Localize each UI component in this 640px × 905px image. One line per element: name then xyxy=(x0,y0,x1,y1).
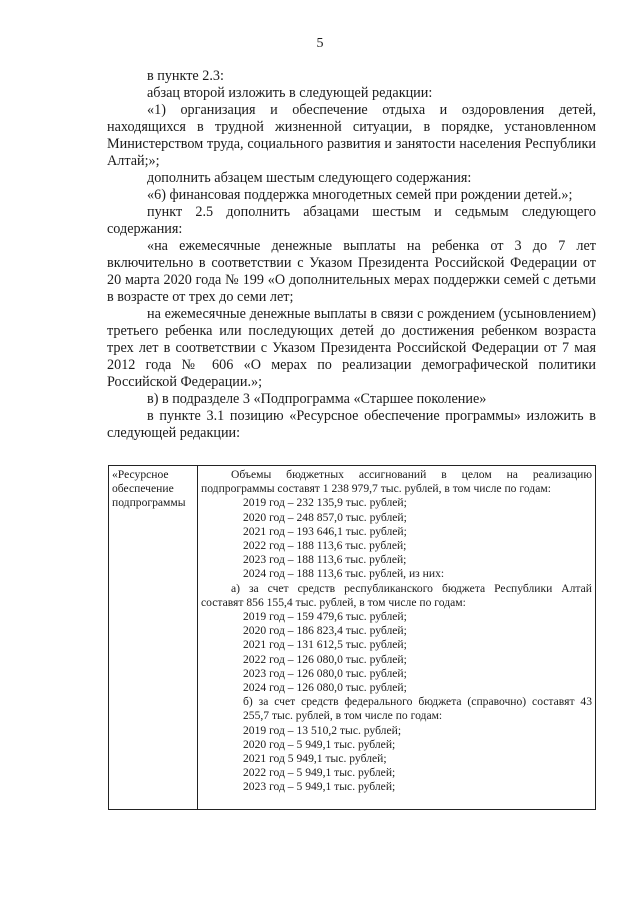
table-row xyxy=(109,466,596,810)
federal-year-line: 2021 год 5 949,1 тыс. рублей; xyxy=(243,752,387,766)
total-year-line: 2022 год – 188 113,6 тыс. рублей; xyxy=(243,539,407,553)
federal-year-line: 2023 год – 5 949,1 тыс. рублей; xyxy=(243,780,396,794)
total-year-line: 2020 год – 248 857,0 тыс. рублей; xyxy=(243,510,407,524)
paragraph: в) в подразделе 3 «Подпрограмма «Старшее поколение» xyxy=(147,391,487,407)
paragraph: в пункте 3.1 позицию «Ресурсное обеспечение программы» изложить в следующей редакции: xyxy=(107,408,596,441)
republic-year-line: 2023 год – 126 080,0 тыс. рублей; xyxy=(243,666,407,680)
page-number: 5 xyxy=(316,36,324,51)
federal-budget-intro: б) за счет средств федерального бюджета (справочно) составят 43 255,7 тыс. рублей, в том числе по годам: xyxy=(243,695,592,723)
paragraph: дополнить абзацем шестым следующего содержания: xyxy=(147,170,472,186)
total-year-line: 2024 год – 188 113,6 тыс. рублей, из них: xyxy=(243,567,445,581)
paragraph: в пункте 2.3: xyxy=(147,68,224,84)
republic-year-line: 2020 год – 186 823,4 тыс. рублей; xyxy=(243,624,407,638)
total-year-line: 2021 год – 193 646,1 тыс. рублей; xyxy=(243,524,407,538)
paragraph: «1) организация и обеспечение отдыха и оздоровления детей, находящихся в трудной жизненной ситуации, в порядке, установленном Министерством труда, социального развития и занятости населения Республики Алтай;»; xyxy=(107,102,596,169)
republic-year-line: 2022 год – 126 080,0 тыс. рублей; xyxy=(243,652,407,666)
republic-year-line: 2024 год – 126 080,0 тыс. рублей; xyxy=(243,681,407,695)
paragraph: на ежемесячные денежные выплаты в связи с рождением (усыновлением) третьего ребенка или последующих детей до достижения ребенком возраста трех лет в соответствии с Указом Президента Российской Федерации от 7 мая 2012 года № 606 «О мерах по реализации демографической политики Российской Федерации.»; xyxy=(107,306,596,390)
republic-year-line: 2019 год – 159 479,6 тыс. рублей; xyxy=(243,610,407,624)
paragraph: «на ежемесячные денежные выплаты на ребенка от 3 до 7 лет включительно в соответствии с Указом Президента Российской Федерации от 20 марта 2020 года № 199 «О дополнительных мерах поддержки семей с детьми в возрасте от трех до семи лет; xyxy=(107,238,596,305)
paragraph: абзац второй изложить в следующей редакции: xyxy=(147,85,433,101)
federal-year-line: 2020 год – 5 949,1 тыс. рублей; xyxy=(243,737,396,751)
resource-table xyxy=(108,465,596,810)
table-content-cell xyxy=(198,466,596,810)
document-body xyxy=(107,68,596,442)
republic-budget-intro: а) за счет средств республиканского бюджета Республики Алтай составят 856 155,4 тыс. рублей, в том числе по годам: xyxy=(201,581,592,609)
federal-year-line: 2022 год – 5 949,1 тыс. рублей; xyxy=(243,766,396,780)
total-year-line: 2023 год – 188 113,6 тыс. рублей; xyxy=(243,553,407,567)
republic-year-line: 2021 год – 131 612,5 тыс. рублей; xyxy=(243,638,407,652)
total-year-line: 2019 год – 232 135,9 тыс. рублей; xyxy=(243,496,407,510)
paragraph: пункт 2.5 дополнить абзацами шестым и седьмым следующего содержания: xyxy=(107,204,596,237)
funding-intro: Объемы бюджетных ассигнований в целом на реализацию подпрограммы составят 1 238 979,7 тыс. рублей, в том числе по годам: xyxy=(201,468,592,496)
federal-year-line: 2019 год – 13 510,2 тыс. рублей; xyxy=(243,723,402,737)
paragraph: «6) финансовая поддержка многодетных семей при рождении детей.»; xyxy=(147,187,573,203)
table-label-cell: «Ресурсное обеспечение подпрограммы xyxy=(109,466,198,810)
